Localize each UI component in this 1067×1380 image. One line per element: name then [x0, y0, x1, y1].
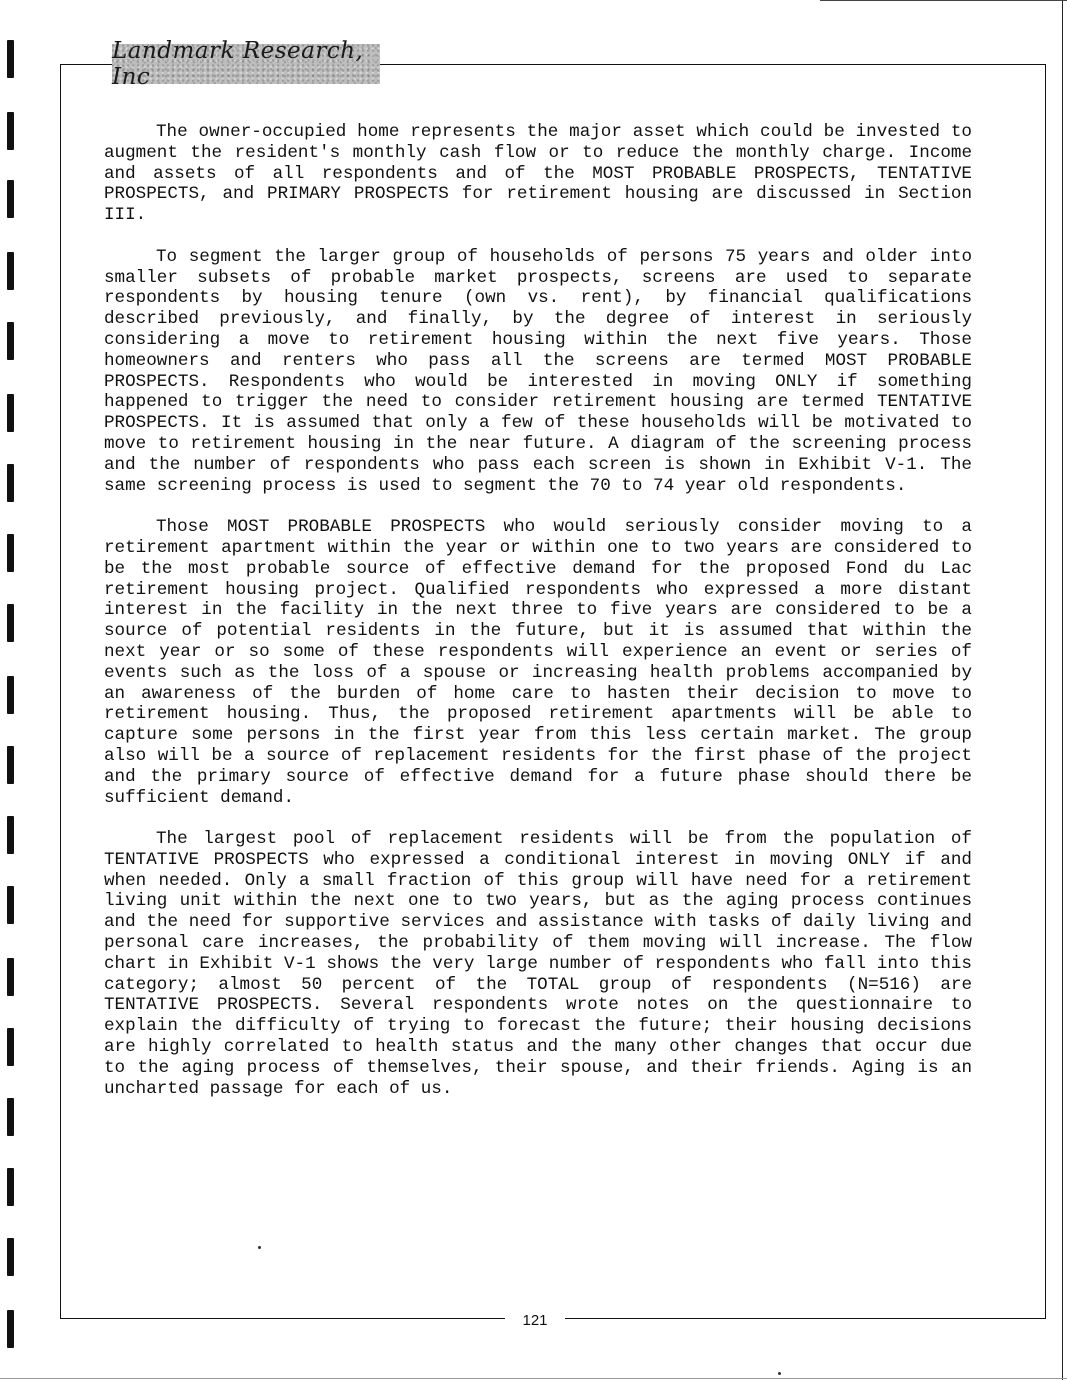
binder-mark — [7, 746, 14, 784]
page-number: 121 — [505, 1311, 565, 1331]
paragraph: The largest pool of replacement residents will be from the population of TENTATIVE PROSPECTS who expressed a conditional interest in moving ONLY if and when needed. Only a small fraction of this group will have need for a retirement living unit within the next one to two years, but as the aging process continues and the need for supportive services and assistance with tasks of daily living and personal care increases, the probability of them moving will increase. The flow chart in Exhibit V-1 shows the very large number of respondents who fall into this category; almost 50 percent of the TOTAL group of respondents (N=516) are TENTATIVE PROSPECTS. Several respondents wrote notes on the questionnaire to explain the difficulty of trying to forecast the future; their housing decisions are highly correlated to health status and the many other changes that occur due to the aging process of themselves, their spouse, and their friends. Aging is an uncharted passage for each of us. — [104, 829, 972, 1099]
scan-speck — [258, 1246, 261, 1249]
scan-speck — [778, 1372, 781, 1375]
binder-mark — [7, 1238, 14, 1276]
binder-mark — [7, 958, 14, 996]
binder-mark — [7, 604, 14, 642]
binder-mark — [7, 40, 14, 78]
document-body — [104, 122, 972, 1120]
page-edge-right — [1062, 0, 1063, 1380]
binder-mark — [7, 1310, 14, 1348]
binder-mark — [7, 1168, 14, 1206]
binder-mark — [7, 322, 14, 360]
binder-mark — [7, 886, 14, 924]
binder-mark — [7, 676, 14, 714]
paragraph: The owner-occupied home represents the major asset which could be invested to augment the resident's monthly cash flow or to reduce the monthly charge. Income and assets of all respondents and of the MOST PROBABLE PROSPECTS, TENTATIVE PROSPECTS, and PRIMARY PROSPECTS for retirement housing are discussed in Section III. — [104, 122, 972, 226]
binder-mark — [7, 112, 14, 150]
binder-mark — [7, 464, 14, 502]
paragraph: To segment the larger group of households of persons 75 years and older into smaller subsets of probable market prospects, screens are used to separate respondents by housing tenure (own vs. rent), by financial qualifications described previously, and finally, by the degree of interest in seriously considering a move to retirement housing within the next five years. Those homeowners and renters who pass all the screens are termed MOST PROBABLE PROSPECTS. Respondents who would be interested in moving ONLY if something happened to trigger the need to consider retirement housing are termed TENTATIVE PROSPECTS. It is assumed that only a few of these households will be motivated to move to retirement housing in the near future. A diagram of the screening process and the number of respondents who pass each screen is shown in Exhibit V-1. The same screening process is used to segment the 70 to 74 year old respondents. — [104, 246, 972, 496]
binder-mark — [7, 816, 14, 854]
page-edge-bottom — [0, 1378, 1067, 1379]
paragraph: Those MOST PROBABLE PROSPECTS who would seriously consider moving to a retirement apartment within the year or within one to two years are considered to be the most probable source of effective demand for the proposed Fond du Lac retirement housing project. Qualified respondents who expressed a more distant interest in the facility in the next three to five years are considered to be a source of potential residents in the future, but it is assumed that within the next year or so some of these respondents will experience an event or series of events such as the loss of a spouse or increasing health problems accompanied by an awareness of the burden of home care to hasten their decision to move to retirement housing. Thus, the proposed retirement apartments will be able to capture some persons in the first year from this less certain market. The group also will be a source of replacement residents for the first phase of the project and the primary source of effective demand for a future phase should there be sufficient demand. — [104, 517, 972, 808]
binder-mark — [7, 394, 14, 432]
binder-mark — [7, 1098, 14, 1136]
company-logo-text: Landmark Research, Inc — [112, 38, 364, 90]
binder-mark — [7, 252, 14, 290]
binder-mark — [7, 534, 14, 572]
binder-mark — [7, 180, 14, 218]
binder-mark — [7, 1028, 14, 1066]
company-logo — [112, 38, 380, 90]
page-edge-top — [820, 0, 1067, 1]
